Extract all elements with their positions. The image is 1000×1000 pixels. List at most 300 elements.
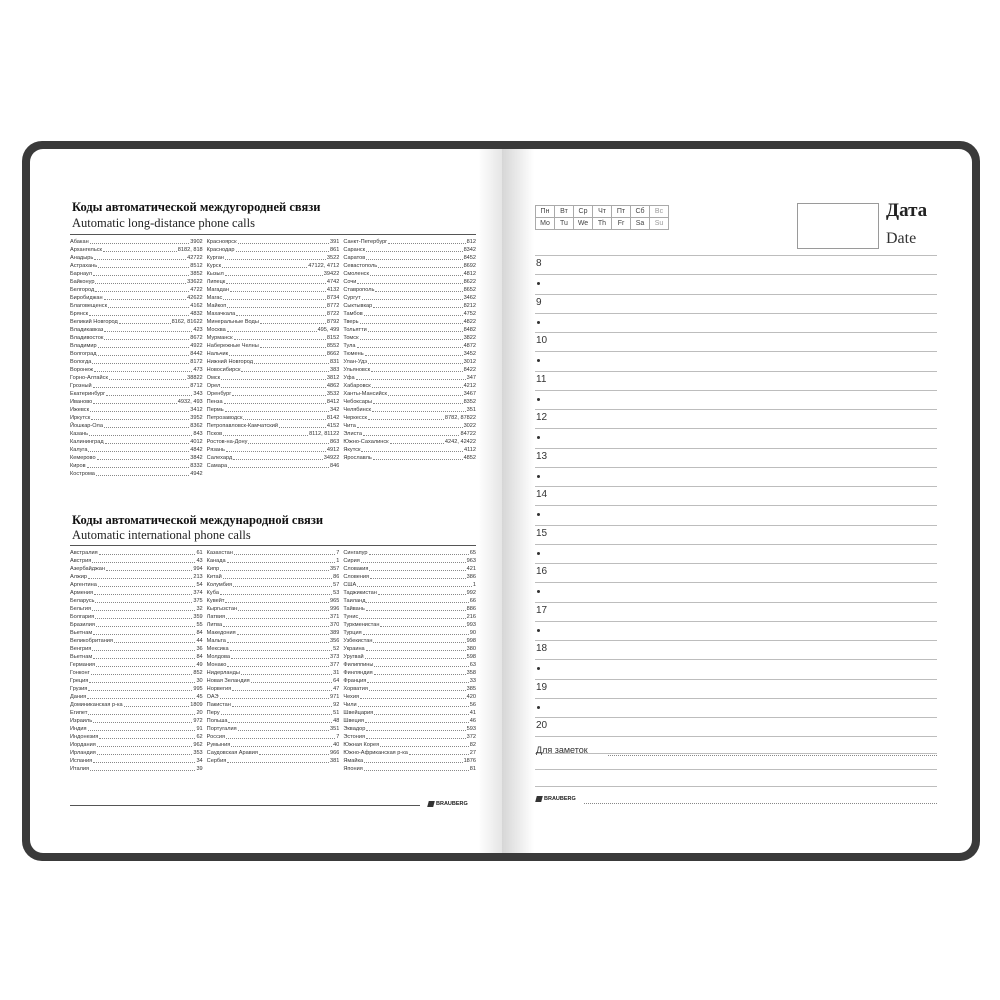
entry-code: 843 (193, 431, 203, 437)
hour-line[interactable] (535, 602, 937, 603)
weekday-cell[interactable]: We (574, 218, 593, 230)
notes-line[interactable] (535, 769, 937, 770)
entry-code: 421 (466, 566, 477, 572)
hour-line[interactable] (535, 371, 937, 372)
entry-name: Италия (70, 766, 90, 772)
half-hour-line[interactable] (535, 698, 937, 699)
directory-entry (207, 597, 340, 605)
entry-name: Калининград (70, 439, 104, 445)
entry-name: Нижний Новгород (206, 359, 253, 365)
weekday-cell[interactable]: Th (593, 218, 612, 230)
hour-line[interactable] (535, 525, 937, 526)
entry-code: 8712 (190, 383, 203, 389)
entry-code: 31 (333, 670, 340, 676)
leader-dots (91, 414, 189, 420)
directory-entry (207, 709, 340, 717)
entry-name: Майкоп (206, 303, 227, 309)
directory-entry (70, 334, 203, 342)
entry-code: 4162 (190, 303, 203, 309)
entry-code: 8342 (463, 247, 477, 253)
entry-code: 598 (466, 654, 477, 660)
entry-code: 65 (469, 550, 477, 556)
directory-entry (207, 438, 340, 446)
entry-name: Москва (206, 327, 226, 333)
entry-code: 963 (466, 558, 477, 564)
entry-name: Куба (206, 590, 219, 596)
directory-entry (207, 302, 340, 310)
directory-entry (207, 629, 340, 637)
hour-line[interactable] (535, 332, 937, 333)
hour-label: 15 (536, 528, 548, 539)
entry-code: 1876 (463, 758, 477, 764)
entry-code: 86 (333, 574, 340, 580)
leader-dots (365, 653, 466, 659)
entry-name: Таиланд (343, 598, 366, 604)
leader-dots (93, 717, 192, 723)
hour-line[interactable] (535, 679, 937, 680)
weekday-cell[interactable]: Mo (536, 218, 555, 230)
hour-line[interactable] (535, 486, 937, 487)
directory-entry (70, 342, 203, 350)
leader-dots (223, 621, 329, 627)
leader-dots (88, 573, 192, 579)
directory-entry (207, 749, 340, 757)
entry-code: 4912 (326, 447, 340, 453)
half-hour-line[interactable] (535, 428, 937, 429)
directory-entry (70, 693, 203, 701)
entry-name: Таджикистан (343, 590, 377, 596)
directory-entry (207, 350, 340, 358)
entry-code: 371 (330, 614, 340, 620)
directory-entry (207, 238, 340, 246)
leader-dots (90, 765, 195, 771)
entry-name: Мурманск (206, 335, 233, 341)
directory-entry (343, 637, 476, 645)
entry-code: 8162, 81622 (171, 319, 203, 325)
half-hour-bullet-icon (537, 321, 540, 324)
entry-name: Гонконг (70, 670, 90, 676)
leader-dots (388, 238, 465, 244)
entry-code: 63 (469, 662, 477, 668)
weekday-cell[interactable]: Sa (631, 218, 650, 230)
entry-name: Монако (206, 662, 227, 668)
entry-name: Кемерово (70, 455, 96, 461)
hour-label: 13 (536, 451, 548, 462)
directory-entry (207, 446, 340, 454)
half-hour-line[interactable] (535, 351, 937, 352)
weekday-cell[interactable]: Сб (631, 206, 650, 218)
leader-dots (366, 645, 466, 651)
entry-name: Кызыл (206, 271, 224, 277)
entry-name: Хабаровск (343, 383, 371, 389)
directory-entry (343, 334, 476, 342)
entry-code: 3467 (463, 391, 477, 397)
entry-name: Нальчик (206, 351, 229, 357)
leader-dots (94, 366, 192, 372)
leader-dots (360, 334, 463, 340)
entry-code: 4012 (190, 439, 203, 445)
directory-entry (70, 366, 203, 374)
hour-line[interactable] (535, 294, 937, 295)
entry-code: 47122, 4712 (308, 263, 340, 269)
entry-code: 342 (330, 407, 340, 413)
directory-entry (207, 573, 340, 581)
entry-code: 90 (469, 630, 477, 636)
hour-label: 20 (536, 720, 548, 731)
entry-code: 4822 (463, 319, 477, 325)
half-hour-line[interactable] (535, 582, 937, 583)
entry-code: 8362 (190, 423, 203, 429)
entry-name: Франция (343, 678, 367, 684)
directory-entry (343, 717, 476, 725)
half-hour-line[interactable] (535, 313, 937, 314)
leader-dots (378, 589, 466, 595)
entry-name: Ульяновск (343, 367, 371, 373)
entry-name: Мексика (206, 646, 229, 652)
weekday-cell[interactable]: Tu (555, 218, 574, 230)
domestic-codes-subtitle: Automatic long-distance phone calls (72, 216, 255, 230)
entry-code: 33622 (187, 279, 203, 285)
entry-code: 8512 (190, 263, 203, 269)
entry-name: Бразилия (70, 622, 95, 628)
directory-entry (343, 430, 476, 438)
leader-dots (88, 685, 192, 691)
entry-code: 54 (196, 582, 203, 588)
entry-name: Саудовская Аравия (206, 750, 258, 756)
directory-entry (343, 238, 476, 246)
directory-entry (70, 677, 203, 685)
leader-dots (96, 621, 196, 627)
entry-name: Колумбия (206, 582, 233, 588)
leader-dots (221, 382, 326, 388)
entry-code: 82 (469, 742, 477, 748)
directory-entry (343, 454, 476, 462)
directory-entry (343, 725, 476, 733)
entry-name: Владивосток (70, 335, 104, 341)
entry-name: Сербия (206, 758, 227, 764)
leader-dots (364, 757, 462, 763)
entry-name: Грозный (70, 383, 92, 389)
weekday-cell[interactable]: Пт (612, 206, 631, 218)
entry-name: Санкт-Петербург (343, 239, 388, 245)
entry-name: Барнаул (70, 271, 92, 277)
entry-code: 33 (469, 678, 477, 684)
entry-code: 4872 (463, 343, 477, 349)
entry-code: 4112 (463, 447, 477, 453)
directory-entry (70, 326, 203, 334)
entry-code: 66 (469, 598, 477, 604)
directory-entry (343, 310, 476, 318)
directory-entry (207, 645, 340, 653)
leader-dots (365, 717, 469, 723)
weekday-cell[interactable]: Чт (593, 206, 612, 218)
entry-code: 38822 (187, 375, 203, 381)
directory-entry (343, 757, 476, 765)
leader-dots (99, 549, 196, 555)
entry-code: 3902 (190, 239, 203, 245)
hour-label: 10 (536, 335, 548, 346)
leader-dots (227, 757, 329, 763)
leader-dots (227, 302, 326, 308)
entry-name: Венгрия (70, 646, 92, 652)
entry-code: 7 (336, 734, 340, 740)
leader-dots (229, 350, 326, 356)
entry-code: 84 (196, 654, 203, 660)
entry-name: Кипр (206, 566, 220, 572)
entry-name: Ямайка (343, 758, 364, 764)
hour-label: 18 (536, 643, 548, 654)
entry-code: 386 (466, 574, 477, 580)
directory-entry (343, 597, 476, 605)
hour-line[interactable] (535, 563, 937, 564)
entry-name: Польша (206, 718, 228, 724)
entry-name: Воронеж (70, 367, 93, 373)
entry-code: 4742 (326, 279, 340, 285)
hour-line[interactable] (535, 717, 937, 718)
hour-line[interactable] (535, 255, 937, 256)
leader-dots (360, 693, 466, 699)
leader-dots (227, 557, 336, 563)
entry-name: Магадан (206, 287, 229, 293)
directory-entry (207, 661, 340, 669)
directory-entry (343, 366, 476, 374)
weekday-cell[interactable]: Su (650, 218, 669, 230)
hour-line[interactable] (535, 753, 937, 754)
weekday-cell[interactable]: Пн (536, 206, 555, 218)
entry-code: 962 (193, 742, 203, 748)
directory-entry (207, 254, 340, 262)
entry-name: Курск (206, 263, 222, 269)
entry-code: 4722 (190, 287, 203, 293)
half-hour-line[interactable] (535, 505, 937, 506)
entry-code: 34922 (323, 455, 340, 461)
entry-code: 423 (193, 327, 203, 333)
leader-dots (97, 749, 193, 755)
leader-dots (106, 565, 192, 571)
entry-code: 4942 (190, 471, 203, 477)
leader-dots (87, 462, 190, 468)
leader-dots (226, 613, 329, 619)
directory-entry (343, 653, 476, 661)
half-hour-line[interactable] (535, 621, 937, 622)
entry-name: Словения (343, 574, 370, 580)
entry-name: Чебоксары (343, 399, 372, 405)
leader-dots (372, 382, 463, 388)
entry-name: Эквадор (343, 726, 366, 732)
half-hour-line[interactable] (535, 390, 937, 391)
leader-dots (233, 581, 332, 587)
entry-name: Иордания (70, 742, 96, 748)
entry-code: 8152 (326, 335, 340, 341)
brand-name-right: BRAUBERG (544, 796, 576, 802)
entry-name: Кувейт (206, 598, 225, 604)
weekday-cell[interactable]: Fr (612, 218, 631, 230)
entry-code: 27 (469, 750, 477, 756)
entry-name: Пенза (206, 399, 223, 405)
entry-code: 3462 (463, 295, 477, 301)
entry-name: Псков (206, 431, 223, 437)
entry-name: Португалия (206, 726, 237, 732)
entry-name: Латвия (206, 614, 226, 620)
leader-dots (366, 733, 466, 739)
half-hour-bullet-icon (537, 590, 540, 593)
hour-label: 14 (536, 489, 548, 500)
directory-entry (343, 350, 476, 358)
entry-name: Дания (70, 694, 87, 700)
entry-name: Тамбов (343, 311, 363, 317)
leader-dots (225, 254, 326, 260)
weekday-cell[interactable]: Вт (555, 206, 574, 218)
entry-code: 43 (196, 558, 203, 564)
weekday-cell[interactable]: Ср (574, 206, 593, 218)
entry-name: Саранск (343, 247, 366, 253)
leader-dots (97, 741, 193, 747)
directory-entry (207, 613, 340, 621)
entry-code: 992 (466, 590, 477, 596)
entry-code: 996 (330, 606, 340, 612)
date-input-box[interactable] (797, 203, 879, 249)
leader-dots (221, 374, 326, 380)
entry-name: Махачкала (206, 311, 236, 317)
directory-entry (207, 685, 340, 693)
directory-entry (70, 565, 203, 573)
entry-name: Чили (343, 702, 357, 708)
directory-entry (343, 677, 476, 685)
leader-dots (366, 597, 468, 603)
entry-name: Магас (206, 295, 223, 301)
hour-line[interactable] (535, 448, 937, 449)
entry-name: Элиста (343, 431, 362, 437)
entry-name: Астрахань (70, 263, 98, 269)
entry-name: Рязань (206, 447, 225, 453)
entry-name: Ростов-на-Дону (206, 439, 248, 445)
directory-entry (343, 709, 476, 717)
entry-code: 861 (330, 247, 340, 253)
entry-name: Аргентина (70, 582, 97, 588)
half-hour-line[interactable] (535, 467, 937, 468)
leader-dots (236, 246, 329, 252)
directory-entry (343, 358, 476, 366)
half-hour-line[interactable] (535, 659, 937, 660)
leader-dots (227, 637, 329, 643)
leader-dots (234, 549, 335, 555)
directory-entry (343, 406, 476, 414)
entry-name: Вологда (70, 359, 92, 365)
hour-line[interactable] (535, 409, 937, 410)
entry-name: Великобритания (70, 638, 113, 644)
entry-name: Биробиджан (70, 295, 103, 301)
leader-dots (220, 565, 329, 571)
half-hour-line[interactable] (535, 274, 937, 275)
entry-code: 347 (466, 375, 477, 381)
directory-entry (343, 286, 476, 294)
entry-name: Индия (70, 726, 87, 732)
leader-dots (124, 701, 190, 707)
leader-dots (368, 358, 462, 364)
leader-dots (370, 573, 466, 579)
directory-entry (207, 390, 340, 398)
entry-code: 3822 (463, 335, 477, 341)
entry-code: 84722 (460, 431, 477, 437)
leader-dots (93, 757, 195, 763)
leader-dots (90, 238, 190, 244)
entry-code: 81 (469, 766, 477, 772)
leader-dots (230, 645, 332, 651)
directory-entry (207, 406, 340, 414)
entry-name: Смоленск (343, 271, 369, 277)
leader-dots (367, 677, 469, 683)
entry-code: 216 (466, 614, 477, 620)
entry-name: Болгария (70, 614, 95, 620)
directory-entry (70, 669, 203, 677)
entry-code: 495, 499 (317, 327, 340, 333)
directory-entry (207, 430, 340, 438)
entry-name: Сингапур (343, 550, 368, 556)
directory-entry (207, 549, 340, 557)
hour-label: 9 (536, 297, 542, 308)
directory-entry (70, 749, 203, 757)
entry-code: 45 (196, 694, 203, 700)
entry-code: 3522 (326, 255, 340, 261)
entry-name: Севастополь (343, 263, 378, 269)
entry-name: Украина (343, 646, 365, 652)
directory-entry (207, 294, 340, 302)
directory-entry (70, 653, 203, 661)
entry-code: 971 (330, 694, 340, 700)
notes-line[interactable] (608, 755, 937, 756)
hour-line[interactable] (535, 640, 937, 641)
entry-name: Казахстан (206, 550, 233, 556)
directory-entry (70, 278, 203, 286)
entry-name: Россия (206, 734, 226, 740)
entry-name: Сургут (343, 295, 361, 301)
entry-code: 993 (466, 622, 477, 628)
entry-code: 473 (193, 367, 203, 373)
directory-entry (207, 366, 340, 374)
leader-dots (378, 262, 462, 268)
brand-name-left: BRAUBERG (436, 801, 468, 807)
entry-code: 3842 (190, 455, 203, 461)
entry-name: Румыния (206, 742, 231, 748)
entry-code: 8332 (190, 463, 203, 469)
half-hour-line[interactable] (535, 544, 937, 545)
date-label-en: Date (886, 230, 917, 247)
entry-code: 62 (196, 734, 203, 740)
entry-name: Пакистан (206, 702, 231, 708)
leader-dots (88, 446, 189, 452)
leader-dots (94, 254, 186, 260)
directory-entry (70, 597, 203, 605)
directory-entry (70, 430, 203, 438)
directory-entry (207, 677, 340, 685)
entry-code: 972 (193, 718, 203, 724)
directory-entry (207, 326, 340, 334)
entry-code: 3532 (326, 391, 340, 397)
weekday-cell[interactable]: Вс (650, 206, 669, 218)
leader-dots (234, 334, 326, 340)
leader-dots (226, 733, 335, 739)
entry-code: 812 (466, 239, 477, 245)
directory-entry (343, 661, 476, 669)
entry-code: 8662 (326, 351, 340, 357)
half-hour-line[interactable] (535, 736, 937, 737)
entry-code: 92 (333, 702, 340, 708)
leader-dots (109, 374, 186, 380)
notes-line[interactable] (535, 786, 937, 787)
leader-dots (238, 238, 329, 244)
leader-dots (365, 350, 463, 356)
footer-dotted-line (584, 803, 937, 804)
